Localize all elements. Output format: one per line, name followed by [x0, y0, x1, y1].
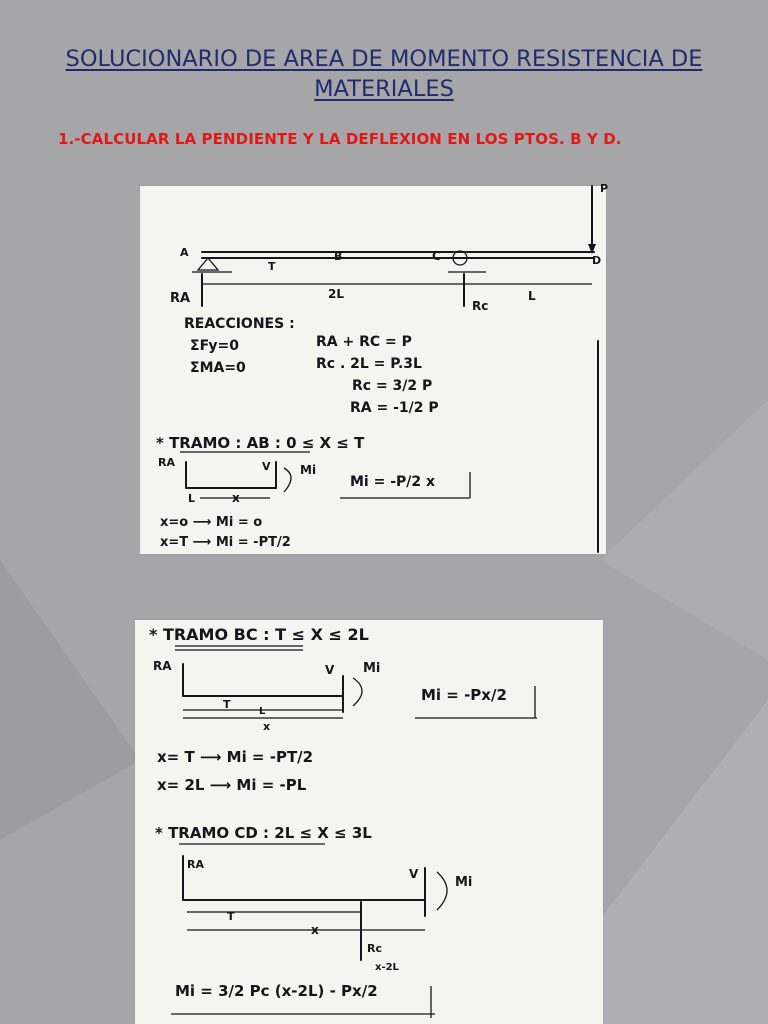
fbd-bc-mi: Mi — [363, 661, 381, 676]
scanned-image-2 — [135, 620, 603, 1024]
mi-bc-result: Mi = -Px/2 — [421, 686, 507, 704]
label-ra: RA — [170, 291, 191, 306]
eval-xt: x=T ⟶ Mi = -PT/2 — [160, 535, 291, 550]
title-line-2: MATERIALES — [314, 76, 454, 102]
label-l: L — [528, 289, 536, 303]
fbd-bc-v: V — [325, 663, 335, 677]
mi-ab-result: Mi = -P/2 x — [350, 474, 436, 490]
moment-icon — [284, 468, 291, 492]
fbd-bc-t: T — [223, 698, 231, 711]
eq-m: ΣMA=0 — [190, 360, 246, 376]
label-c: C — [432, 249, 441, 263]
fbd-cd-mi: Mi — [455, 875, 473, 890]
beam-diagram-scan-1 — [140, 182, 609, 554]
label-d: D — [592, 254, 602, 267]
fbd-cd-v: V — [409, 867, 419, 881]
label-p: P — [600, 182, 609, 195]
tramo-ab: * TRAMO : AB : 0 ≤ X ≤ T — [156, 434, 365, 452]
tramo-bc: * TRAMO BC : T ≤ X ≤ 2L — [149, 625, 369, 644]
fbd-cd-x2l: x-2L — [375, 962, 399, 973]
label-a: A — [180, 246, 189, 259]
fbd-bc-l: L — [259, 706, 266, 717]
fbd-cd-rc: Rc — [367, 942, 382, 955]
support-a-icon — [198, 258, 218, 270]
fbd-bc-x: x — [263, 720, 271, 733]
fbd-cd-x: x — [311, 923, 319, 937]
mi-cd-result: Mi = 3/2 Pc (x-2L) - Px/2 — [175, 982, 378, 1000]
moment-bc-icon — [353, 678, 362, 706]
page-title — [20, 44, 748, 104]
fbd-ra: RA — [158, 456, 175, 469]
eq-fy: ΣFy=0 — [190, 338, 239, 354]
fbd-cd-ra: RA — [187, 858, 204, 871]
label-t: T — [268, 260, 276, 273]
fbd-x: x — [232, 491, 240, 505]
eq-ra: RA = -1/2 P — [350, 400, 439, 416]
fbd-bc-ra: RA — [153, 659, 172, 673]
title-line-1: SOLUCIONARIO DE AREA DE MOMENTO RESISTENCIA DE — [65, 46, 703, 72]
tramo-diagrams-scan-2 — [135, 620, 603, 1024]
tramo-cd: * TRAMO CD : 2L ≤ X ≤ 3L — [155, 824, 372, 842]
fbd-l: L — [188, 492, 196, 505]
label-rc: Rc — [472, 299, 489, 313]
eq-sum: RA + RC = P — [316, 334, 412, 350]
moment-cd-icon — [437, 872, 447, 910]
eq-rc: Rc = 3/2 P — [352, 378, 433, 394]
fbd-mi: Mi — [300, 463, 317, 477]
eq-mom: Rc . 2L = P.3L — [316, 356, 422, 372]
fbd-v: V — [262, 460, 271, 473]
eval-bc-x2l: x= 2L ⟶ Mi = -PL — [157, 776, 307, 794]
eval-x0: x=o ⟶ Mi = o — [160, 515, 263, 530]
label-2l: 2L — [328, 287, 344, 301]
reactions-heading: REACCIONES : — [184, 316, 295, 332]
label-b: B — [334, 250, 343, 263]
problem-statement: 1.-CALCULAR LA PENDIENTE Y LA DEFLEXION EN LOS PTOS. B Y D. — [58, 130, 622, 148]
fbd-cd-t: T — [227, 910, 235, 923]
scanned-image-1 — [140, 182, 609, 554]
eval-bc-xt: x= T ⟶ Mi = -PT/2 — [157, 748, 314, 766]
